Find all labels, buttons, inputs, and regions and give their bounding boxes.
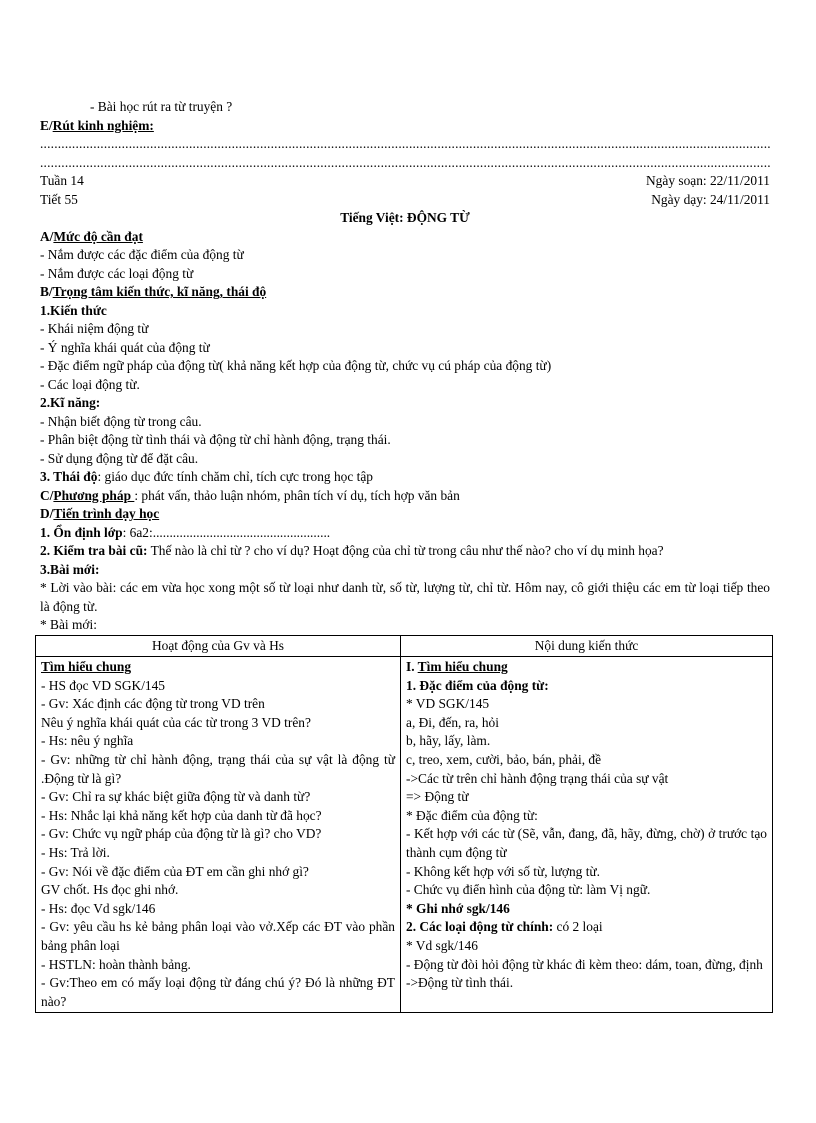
header-activities: Hoạt động của Gv và Hs [36, 635, 401, 657]
activity-item: - HSTLN: hoàn thành bảng. [41, 956, 191, 972]
knowledge-item: - Khái niệm động từ [40, 321, 149, 336]
content-item: - Động từ đòi hỏi động từ khác đi kèm theo: dám, toan, đừng, định [406, 956, 763, 972]
page-title: Tiếng Việt: ĐỘNG TỪ [340, 210, 470, 225]
content-item: * Vd sgk/146 [406, 937, 478, 953]
activity-item: GV chốt. Hs đọc ghi nhớ. [41, 882, 179, 898]
lesson-table [35, 635, 773, 1014]
activities-cell [36, 657, 401, 1013]
content-item: => Động từ [406, 789, 469, 805]
activity-item: - Gv: Nói về đặc điểm của ĐT em cần ghi nhớ gì? [41, 863, 309, 879]
section-a-heading: A/Mức độ cần đạt [40, 228, 143, 244]
week-label: Tuần 14 [40, 173, 84, 188]
activity-item: - Gv: Xác định các động từ trong VD trên [41, 696, 265, 712]
activity-item: - Gv: yêu cầu hs kẻ bảng phân loại vào vở.Xếp các ĐT vào phần bảng phân loại [41, 919, 395, 953]
knowledge-item: - Ý nghĩa khái quát của động từ [40, 339, 210, 355]
review-paragraph: 2. Kiểm tra bài cũ: Thế nào là chỉ từ ? cho ví dụ? Hoạt động của chỉ từ trong câu như thế nào? cho ví dụ minh họa? [40, 543, 664, 558]
content-item: ->Động từ tình thái. [406, 975, 514, 991]
section-a-item: - Nắm được các loại động từ [40, 265, 194, 281]
activity-item: - Hs: đọc Vd sgk/146 [41, 900, 156, 916]
activity-item: - Gv: Chức vụ ngữ pháp của động từ là gì? cho VD? [41, 826, 322, 842]
activity-item: - Gv:Theo em có mấy loại động từ đáng chú ý? Đó là những ĐT nào? [41, 975, 395, 1009]
activity-item: - Hs: Trả lời. [41, 844, 110, 860]
header-row-1 [40, 172, 770, 191]
section-b-heading: B/Trọng tâm kiến thức, kĩ năng, thái độ [40, 284, 267, 299]
knowledge-heading: 1.Kiến thức [40, 302, 107, 318]
content-item: c, treo, xem, cười, bảo, bán, phải, đề [406, 751, 602, 767]
content-item: * VD SGK/145 [406, 696, 490, 712]
knowledge-item: - Các loại động từ. [40, 376, 140, 392]
content-cell [401, 657, 773, 1013]
skill-item: - Nhận biết động từ trong câu. [40, 413, 202, 429]
period-label: Tiết 55 [40, 191, 78, 207]
table-body-row [36, 657, 773, 1013]
section-d-heading: D/Tiến trình dạy học [40, 506, 160, 521]
activity-item: Nêu ý nghĩa khái quát của các từ trong 3 VD trên? [41, 714, 311, 730]
content-item: - Chức vụ điển hình của động từ: làm Vị ngữ. [406, 882, 651, 898]
date-taught: Ngày dạy: 24/11/2011 [651, 191, 770, 207]
table-header-row [36, 635, 773, 657]
content-item: - Kết hợp với các từ (Sẽ, vẫn, đang, đã, hãy, đừng, chờ) ở trước tạo thành cụm động từ [406, 826, 767, 860]
attitude-line: 3. Thái độ: giáo dục đức tính chăm chỉ, tích cực trong học tập [40, 469, 373, 484]
header-row-2 [40, 191, 770, 210]
activity-item: - Gv: Chỉ ra sự khác biệt giữa động từ và danh từ? [41, 789, 311, 805]
intro-paragraph: * Lời vào bài: các em vừa học xong một số từ loại như danh từ, số từ, lượng từ, chỉ từ. Hôm nay, cô giới thiệu các em từ loại tiếp theo là động từ. [40, 580, 770, 614]
content-subheading-2: 2. Các loại động từ chính: có 2 loại [406, 919, 603, 935]
header-content: Nội dung kiến thức [401, 635, 773, 657]
knowledge-item: - Đặc điểm ngữ pháp của động từ( khả năng kết hợp của động từ, chức vụ cú pháp của động từ) [40, 358, 552, 373]
new-lesson-label: * Bài mới: [40, 617, 97, 632]
content-subheading-1: 1. Đặc điểm của động từ: [406, 677, 549, 693]
activity-item: - Hs: nêu ý nghĩa [41, 733, 134, 749]
skill-heading: 2.Kĩ năng: [40, 395, 101, 410]
content-title: I. Tìm hiểu chung [406, 659, 508, 674]
section-c-line: C/Phương pháp : phát vấn, thảo luận nhóm, phân tích ví dụ, tích hợp văn bản [40, 487, 460, 503]
stabilize-line: 1. Ổn định lớp: 6a2:..................................................... [40, 524, 331, 540]
section-a-item: - Nắm được các đặc điểm của động từ [40, 247, 244, 262]
content-item: ->Các từ trên chỉ hành động trạng thái của sự vật [406, 770, 669, 786]
skill-item: - Phân biệt động từ tình thái và động từ chỉ hành động, trạng thái. [40, 432, 391, 447]
section-e-heading: E/Rút kinh nghiệm: [40, 117, 154, 133]
activity-item: - Hs: Nhắc lại khả năng kết hợp của danh từ đã học? [41, 807, 322, 823]
dotted-line-1 [40, 135, 770, 154]
content-item: a, Đi, đến, ra, hỏi [406, 714, 499, 730]
skill-item: - Sử dụng động từ để đặt câu. [40, 450, 199, 466]
dotted-line-2 [40, 154, 770, 173]
content-item: * Đặc điểm của động từ: [406, 807, 538, 823]
content-item: - Không kết hợp với số từ, lượng từ. [406, 863, 601, 879]
lesson-page [40, 98, 770, 1013]
lesson-learned-line: - Bài học rút ra từ truyện ? [90, 99, 233, 114]
activity-item: - Gv: những từ chỉ hành động, trạng thái của sự vật là động từ .Động từ là gì? [41, 751, 395, 786]
date-prepared: Ngày soạn: 22/11/2011 [646, 173, 770, 188]
activity-item: - HS đọc VD SGK/145 [41, 677, 165, 693]
activities-title: Tìm hiểu chung [41, 659, 132, 674]
memory-note: * Ghi nhớ sgk/146 [406, 900, 510, 916]
new-lesson-heading: 3.Bài mới: [40, 561, 100, 577]
content-item: b, hãy, lấy, làm. [406, 733, 491, 749]
